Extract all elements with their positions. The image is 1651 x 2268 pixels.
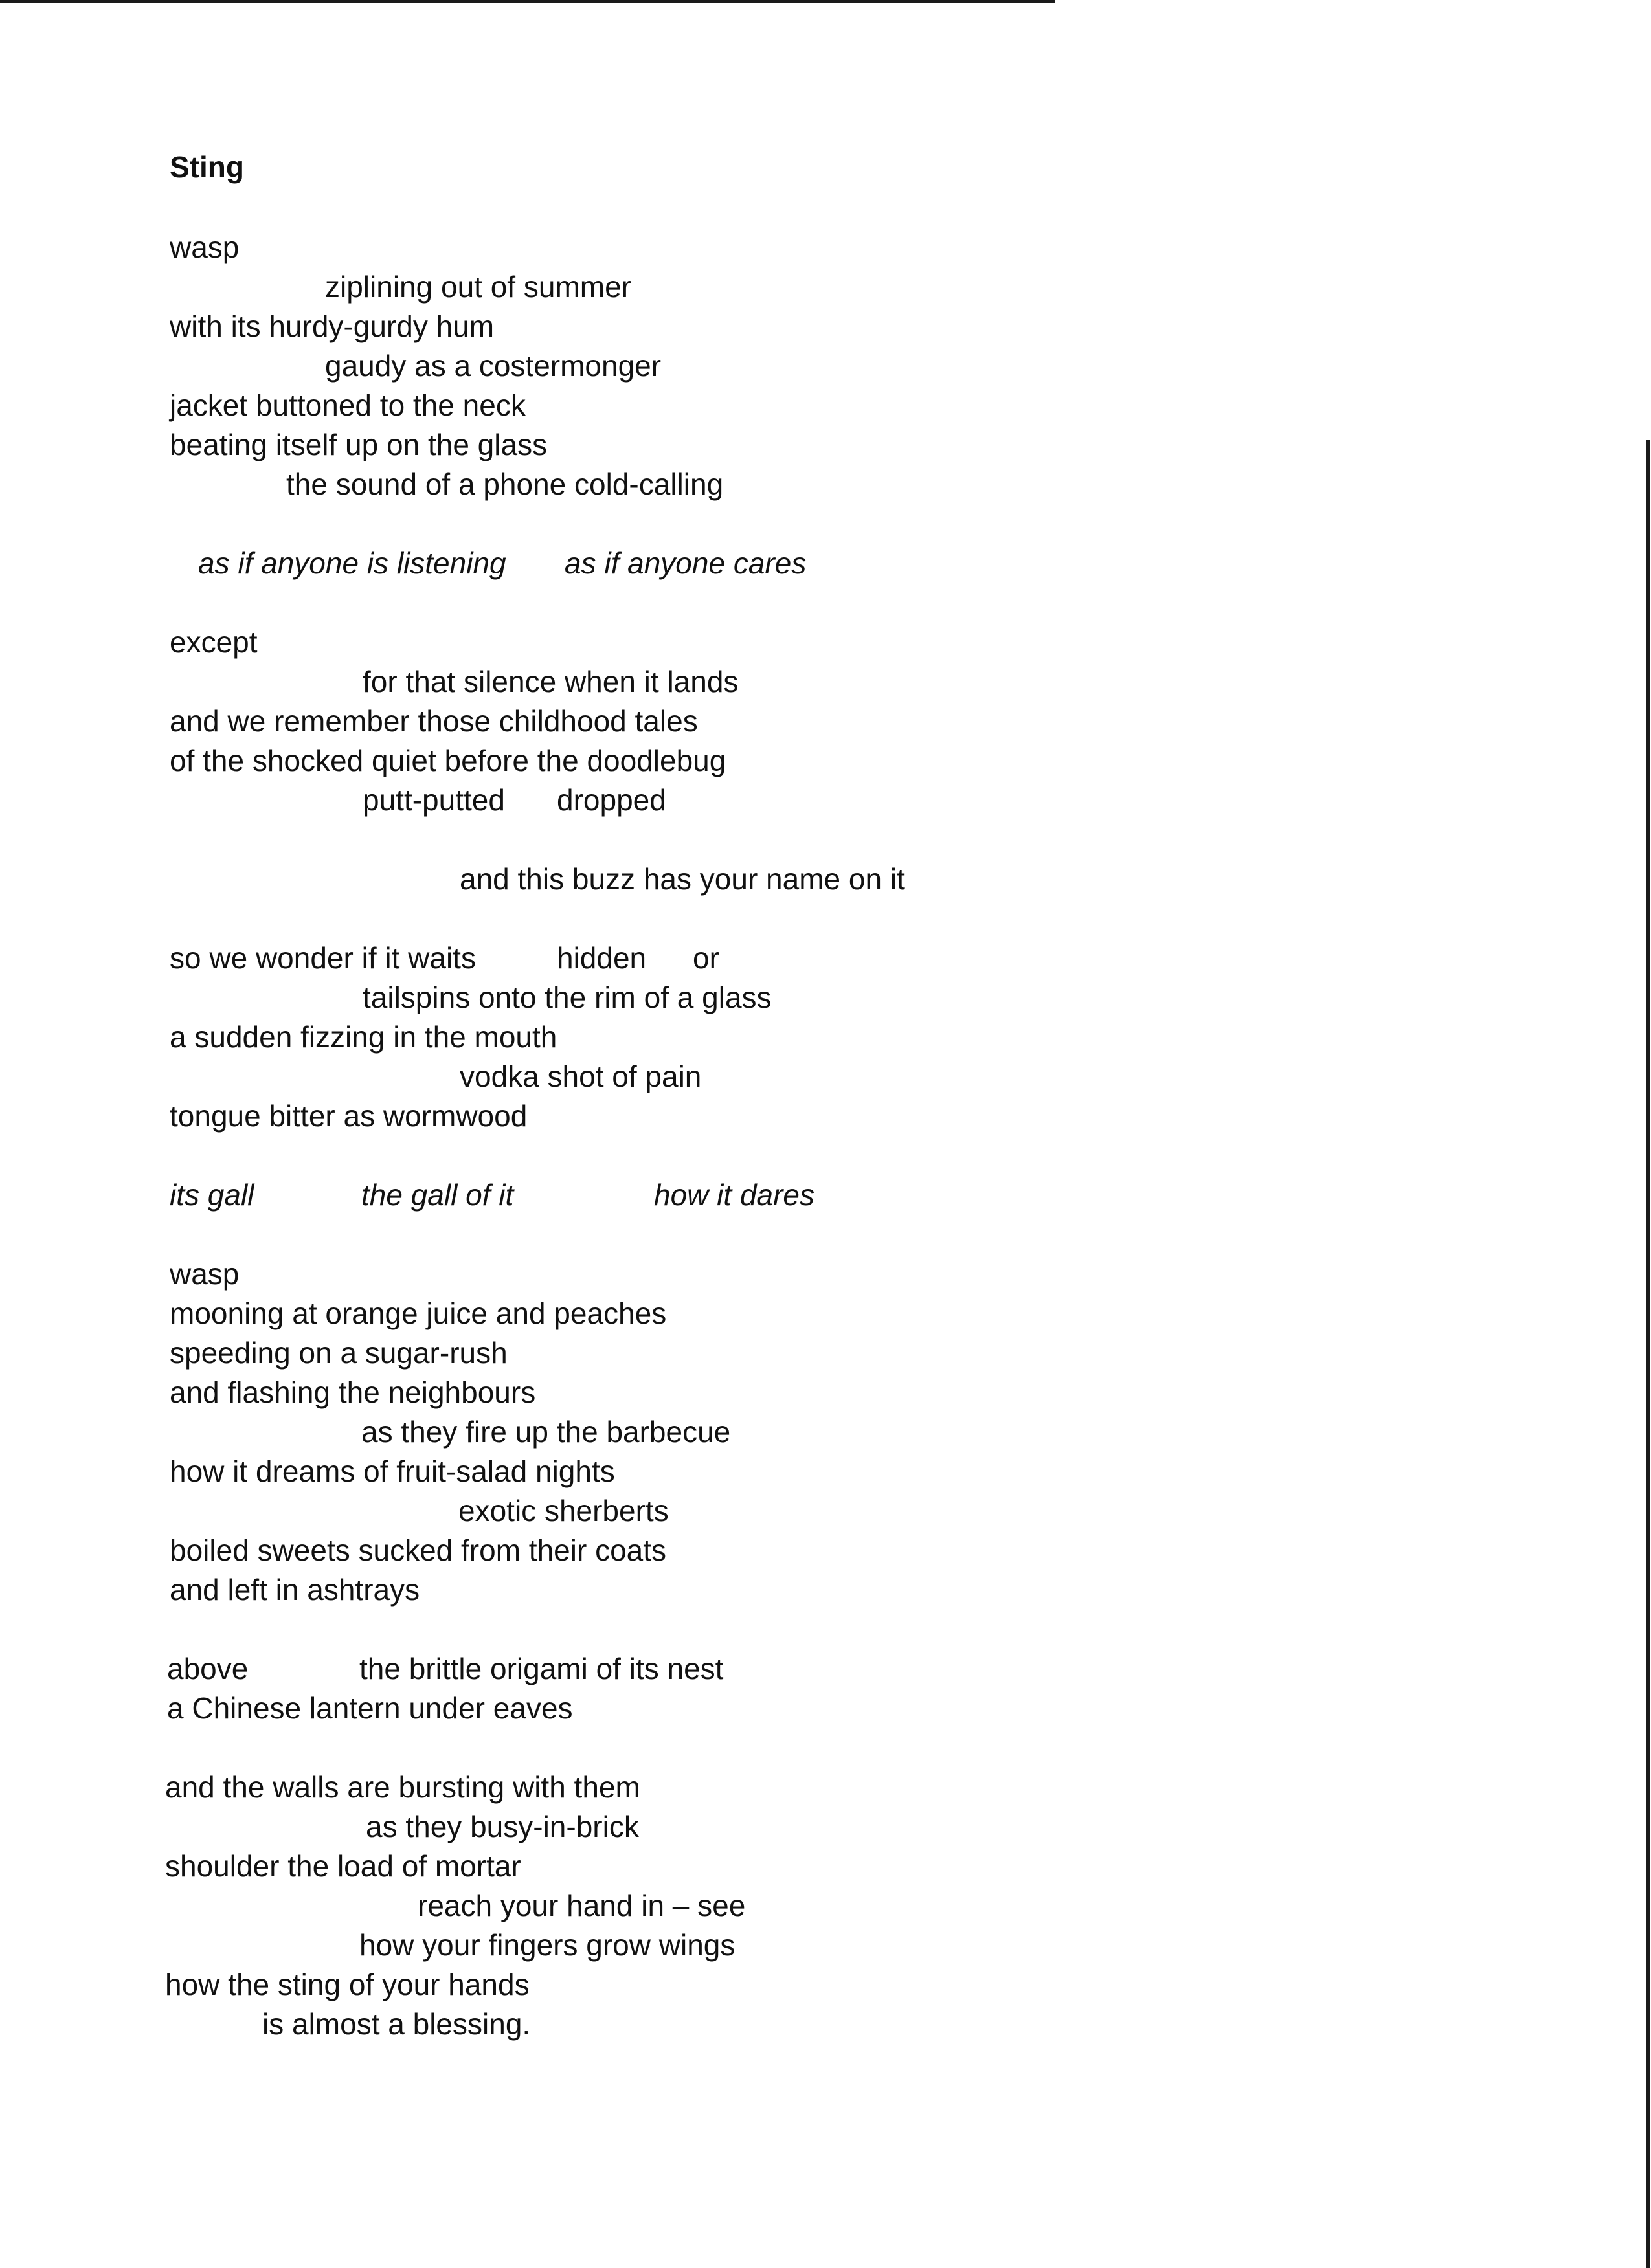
poem-line: above <box>167 1652 249 1685</box>
poem-line: boiled sweets sucked from their coats <box>170 1533 667 1567</box>
poem-line: hidden <box>557 941 647 975</box>
poem-line: for that silence when it lands <box>363 665 739 698</box>
poem-line: beating itself up on the glass <box>170 428 548 461</box>
poem-line: dropped <box>557 783 666 817</box>
poem-line-italic: the gall of it <box>361 1178 514 1212</box>
poem-line: tongue bitter as wormwood <box>170 1099 528 1133</box>
poem-line: putt-putted <box>363 783 505 817</box>
poem-line: of the shocked quiet before the doodlebug <box>170 744 726 777</box>
poem-line-italic: as if anyone is listening <box>198 546 506 580</box>
poem-line-italic: as if anyone cares <box>565 546 807 580</box>
poem-line-italic: how it dares <box>654 1178 815 1212</box>
poem-line: tailspins onto the rim of a glass <box>363 981 772 1014</box>
poem-line: and we remember those childhood tales <box>170 704 698 738</box>
poem-line: with its hurdy-gurdy hum <box>170 309 495 343</box>
poem-line: a sudden fizzing in the mouth <box>170 1020 557 1054</box>
poem-line: a Chinese lantern under eaves <box>167 1691 573 1725</box>
poem-line: how your fingers grow wings <box>359 1928 736 1962</box>
poem-line: reach your hand in – see <box>418 1889 746 1922</box>
poem-line: gaudy as a costermonger <box>325 349 662 383</box>
poem-line: as they fire up the barbecue <box>361 1415 731 1449</box>
poem-line: speeding on a sugar-rush <box>170 1336 508 1370</box>
poem-line: vodka shot of pain <box>460 1060 702 1093</box>
poem-line: and the walls are bursting with them <box>165 1770 640 1804</box>
poem-line: jacket buttoned to the neck <box>170 388 526 422</box>
poem-line: except <box>170 625 258 659</box>
poem-line: the sound of a phone cold-calling <box>286 467 724 501</box>
poem-line: and left in ashtrays <box>170 1573 420 1606</box>
poem-line: wasp <box>170 230 240 264</box>
poem-line: how the sting of your hands <box>165 1968 530 2001</box>
poem-line: shoulder the load of mortar <box>165 1849 521 1883</box>
poem-line: as they busy-in-brick <box>366 1810 639 1843</box>
poem-title: Sting <box>170 150 244 184</box>
poem-line-italic: its gall <box>170 1178 254 1212</box>
poem-line: ziplining out of summer <box>325 270 631 304</box>
poem-line: so we wonder if it waits <box>170 941 476 975</box>
poem-line: and flashing the neighbours <box>170 1375 536 1409</box>
poem-line: how it dreams of fruit-salad nights <box>170 1454 615 1488</box>
poem-line: wasp <box>170 1257 240 1291</box>
poem-line: is almost a blessing. <box>262 2007 531 2041</box>
poem-line: exotic sherberts <box>458 1494 669 1528</box>
poem-line: the brittle origami of its nest <box>359 1652 724 1685</box>
poem-line: and this buzz has your name on it <box>460 862 905 896</box>
poem-line: or <box>693 941 719 975</box>
poem-line: mooning at orange juice and peaches <box>170 1296 667 1330</box>
